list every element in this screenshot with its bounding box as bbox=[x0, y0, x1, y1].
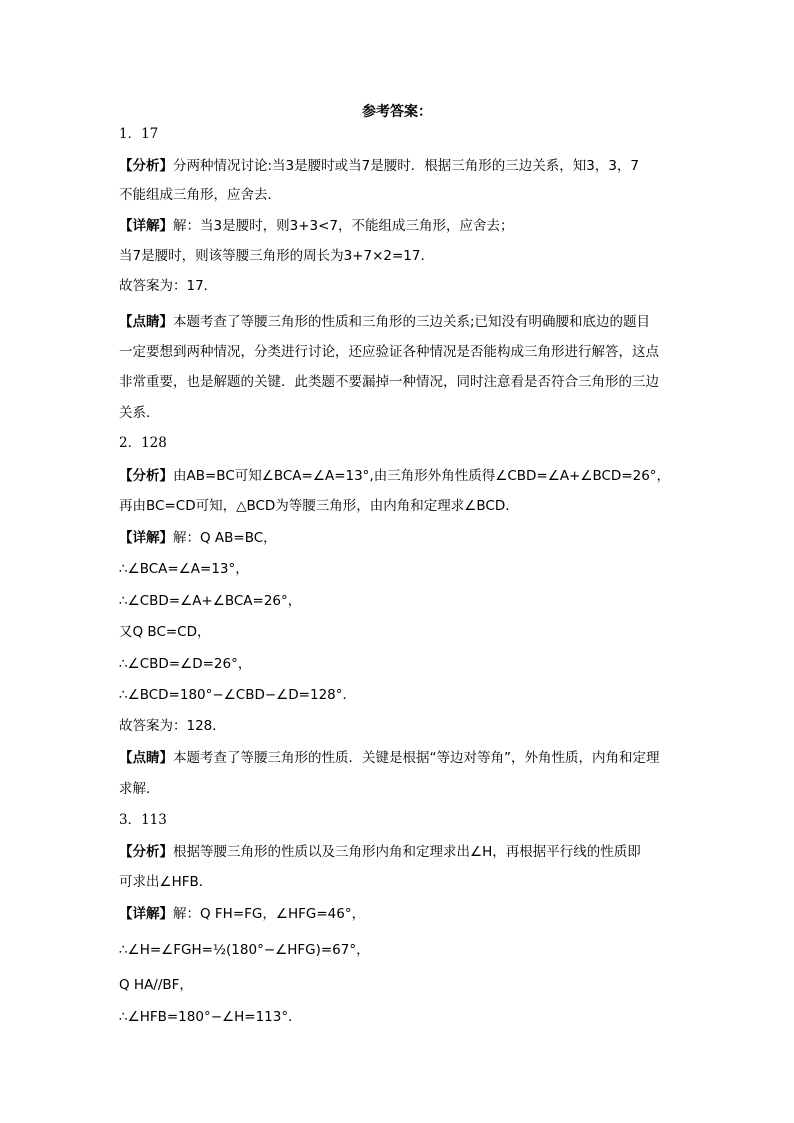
detail-line: 解：当3是腰时，则3+3<7，不能组成三角形，应舍去； bbox=[173, 218, 514, 234]
detail-line: ∴∠CBD=∠A+∠BCA=26°， bbox=[119, 593, 302, 609]
problem-2-detail bbox=[119, 528, 699, 548]
detail-tag: 【详解】 bbox=[119, 906, 173, 922]
detail-line: 解：Q AB=BC， bbox=[173, 530, 277, 546]
analysis-line: 可求出∠HFB． bbox=[119, 874, 213, 890]
detail-line: ∴∠H=∠FGH=½(180°−∠HFG)=67°， bbox=[119, 942, 370, 958]
detail-line: 当7是腰时，则该等腰三角形的周长为3+7×2=17． bbox=[119, 248, 434, 264]
analysis-line: 再由BC=CD可知，△BCD为等腰三角形，由内角和定理求∠BCD． bbox=[119, 498, 519, 514]
analysis-line: 由AB=BC可知∠BCA=∠A=13°,由三角形外角性质得∠CBD=∠A+∠BCD=26°， bbox=[173, 468, 671, 484]
problem-2-comment bbox=[119, 748, 699, 768]
problem-3-number: 3．113 bbox=[119, 812, 167, 828]
analysis-line: 根据等腰三角形的性质以及三角形内角和定理求出∠H，再根据平行线的性质即 bbox=[173, 844, 641, 860]
problem-1-detail bbox=[119, 216, 699, 236]
comment-line: 一定要想到两种情况，分类进行讨论，还应验证各种情况是否能构成三角形进行解答，这点 bbox=[119, 344, 659, 360]
detail-line: ∴∠BCD=180°−∠CBD−∠D=128°． bbox=[119, 687, 357, 703]
page-title: 参考答案： bbox=[362, 104, 432, 120]
detail-tag: 【详解】 bbox=[119, 530, 173, 546]
comment-line: 本题考查了等腰三角形的性质．关键是根据“等边对等角”，外角性质，内角和定理 bbox=[173, 750, 660, 766]
answer-line: 故答案为：17． bbox=[119, 278, 218, 294]
problem-3-detail bbox=[119, 904, 699, 924]
comment-line: 关系． bbox=[119, 405, 160, 421]
analysis-line: 分两种情况讨论:当3是腰时或当7是腰时．根据三角形的三边关系，知3，3，7 bbox=[173, 158, 639, 174]
analysis-tag: 【分析】 bbox=[119, 468, 173, 484]
detail-tag: 【详解】 bbox=[119, 218, 173, 234]
detail-line: ∴∠HFB=180°−∠H=113°． bbox=[119, 1009, 302, 1025]
detail-line: 又Q BC=CD， bbox=[119, 624, 211, 640]
problem-1-analysis bbox=[119, 156, 699, 176]
analysis-tag: 【分析】 bbox=[119, 844, 173, 860]
answer-line: 故答案为：128． bbox=[119, 718, 226, 734]
problem-2-number: 2．128 bbox=[119, 435, 167, 451]
analysis-tag: 【分析】 bbox=[119, 158, 173, 174]
detail-line: ∴∠BCA=∠A=13°， bbox=[119, 561, 249, 577]
comment-tag: 【点睛】 bbox=[119, 314, 173, 330]
comment-line: 非常重要，也是解题的关键．此类题不要漏掉一种情况，同时注意看是否符合三角形的三边 bbox=[119, 374, 659, 390]
detail-line: Q HA//BF， bbox=[119, 977, 193, 993]
problem-3-analysis bbox=[119, 842, 699, 862]
comment-line: 求解． bbox=[119, 781, 160, 797]
problem-1-comment bbox=[119, 312, 699, 332]
detail-line: 解：Q FH=FG，∠HFG=46°， bbox=[173, 906, 366, 922]
comment-line: 本题考查了等腰三角形的性质和三角形的三边关系;已知没有明确腰和底边的题目 bbox=[173, 314, 651, 330]
problem-2-analysis bbox=[119, 466, 699, 486]
analysis-line: 不能组成三角形，应舍去． bbox=[119, 187, 281, 203]
problem-1-number: 1．17 bbox=[119, 126, 159, 142]
detail-line: ∴∠CBD=∠D=26°， bbox=[119, 656, 252, 672]
comment-tag: 【点睛】 bbox=[119, 750, 173, 766]
